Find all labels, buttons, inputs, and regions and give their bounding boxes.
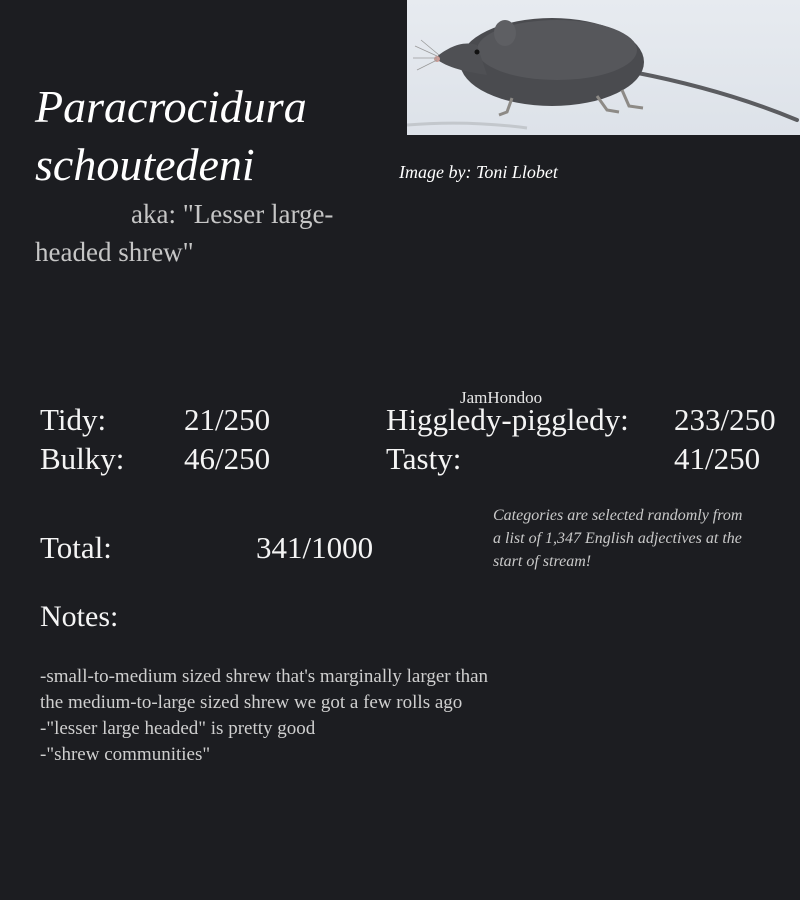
notes-list [40, 664, 510, 768]
shrew-illustration [407, 0, 800, 135]
total-label: Total: [40, 530, 112, 565]
stat-label-tasty: Tasty: [386, 441, 462, 476]
stat-label-higgledy-piggledy: Higgledy-piggledy: [386, 402, 629, 437]
stat-value-bulky: 46/250 [184, 441, 271, 476]
stat-label-tidy: Tidy: [40, 402, 107, 437]
note-item: -small-to-medium sized shrew that's marginally larger than the medium-to-large sized shrew we got a few rolls ago [40, 666, 489, 713]
watermark: JamHondoo [460, 388, 543, 407]
note-item: -"lesser large headed" is pretty good [40, 718, 316, 739]
stat-label-bulky: Bulky: [40, 441, 125, 476]
stat-value-tasty: 41/250 [674, 441, 761, 476]
stat-value-higgledy-piggledy: 233/250 [674, 402, 776, 437]
total-value: 341/1000 [256, 530, 374, 565]
notes-heading: Notes: [40, 600, 119, 633]
common-name: aka: "Lesser large-headed shrew" [35, 199, 334, 267]
categories-note: Categories are selected randomly from a list of 1,347 English adjectives at the start of stream! [493, 507, 743, 570]
species-title: Paracrocidura schoutedeni [35, 81, 307, 190]
note-item: -"shrew communities" [40, 744, 211, 765]
stat-value-tidy: 21/250 [184, 402, 271, 437]
image-credit: Image by: Toni Llobet [399, 162, 558, 182]
shrew-photo [407, 0, 800, 135]
